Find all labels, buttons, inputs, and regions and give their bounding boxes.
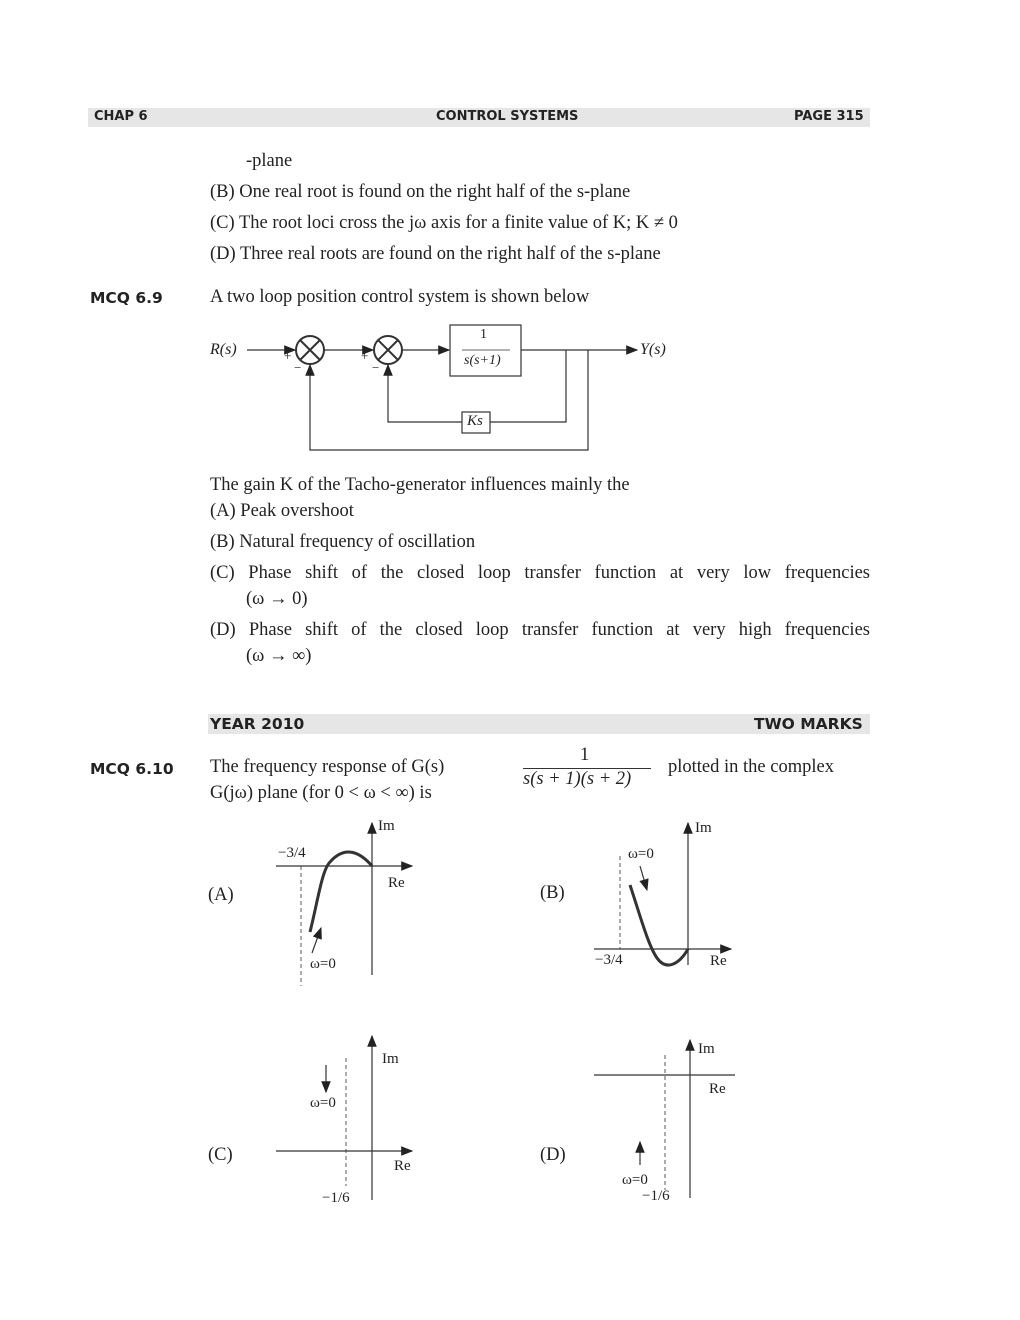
plot-d-label: (D) [540,1145,566,1165]
plot-a-re: Re [388,875,405,891]
question-text: The gain K of the Tacho-generator influences mainly the [210,475,630,495]
plot-b-omega: ω=0 [628,846,654,862]
question-label: MCQ 6.9 [90,289,163,307]
plot-a-label: (A) [208,885,234,905]
plot-b-re: Re [710,953,727,969]
feedback-gain: Ks [467,413,483,429]
plot-a-im: Im [378,818,395,834]
plus-sign-1: + [284,348,292,363]
chapter-label: CHAP 6 [94,109,148,124]
minus-sign-1: − [294,360,302,375]
plot-a-omega: ω=0 [310,956,336,972]
plot-c-value: −1/6 [322,1190,350,1206]
plot-c-re: Re [394,1158,411,1174]
page-number: PAGE 315 [794,109,864,124]
plot-c-im: Im [382,1051,399,1067]
option-c-cont: (ω → 0) [246,589,308,609]
plus-sign-2: + [361,348,369,363]
plot-b-im: Im [695,820,712,836]
plant-numerator: 1 [480,327,487,342]
output-label: Y(s) [640,341,666,358]
question-stem-b: plotted in the complex [668,757,834,777]
option-d-cont: (ω → ∞) [246,646,312,666]
option-d: (D) Phase shift of the closed loop transfer function at very high frequencies [210,620,870,640]
tf-numerator: 1 [580,745,590,765]
tf-denominator: s(s + 1)(s + 2) [523,769,632,789]
plot-b-label: (B) [540,883,565,903]
plot-d-re: Re [709,1081,726,1097]
plot-c-omega: ω=0 [310,1095,336,1111]
option-b: (B) Natural frequency of oscillation [210,532,476,552]
option-d: (D) Three real roots are found on the right half of the s-plane [210,244,661,264]
plot-b-value: −3/4 [595,952,623,968]
plot-d-omega: ω=0 [622,1172,648,1188]
section-year: YEAR 2010 [210,715,305,733]
plot-d-im: Im [698,1041,715,1057]
plot-c-label: (C) [208,1145,233,1165]
question-stem: A two loop position control system is shown below [210,287,590,307]
option-c: (C) Phase shift of the closed loop transfer function at very low frequencies [210,563,870,583]
option-b: (B) One real root is found on the right half of the s-plane [210,182,631,202]
continuation-text: -plane [246,151,293,171]
section-marks: TWO MARKS [754,715,863,733]
option-c: (C) The root loci cross the jω axis for a finite value of K; K ≠ 0 [210,213,678,233]
plot-a-value: −3/4 [278,845,306,861]
plant-denominator: s(s+1) [464,353,501,368]
question-stem-a: The frequency response of G(s) [210,757,445,777]
book-title: CONTROL SYSTEMS [436,109,579,124]
question-stem-c: G(jω) plane (for 0 < ω < ∞) is [210,783,432,803]
input-label: R(s) [210,341,237,358]
option-a: (A) Peak overshoot [210,501,354,521]
plot-d-value: −1/6 [642,1188,670,1204]
minus-sign-2: − [372,360,380,375]
question-label: MCQ 6.10 [90,760,174,778]
